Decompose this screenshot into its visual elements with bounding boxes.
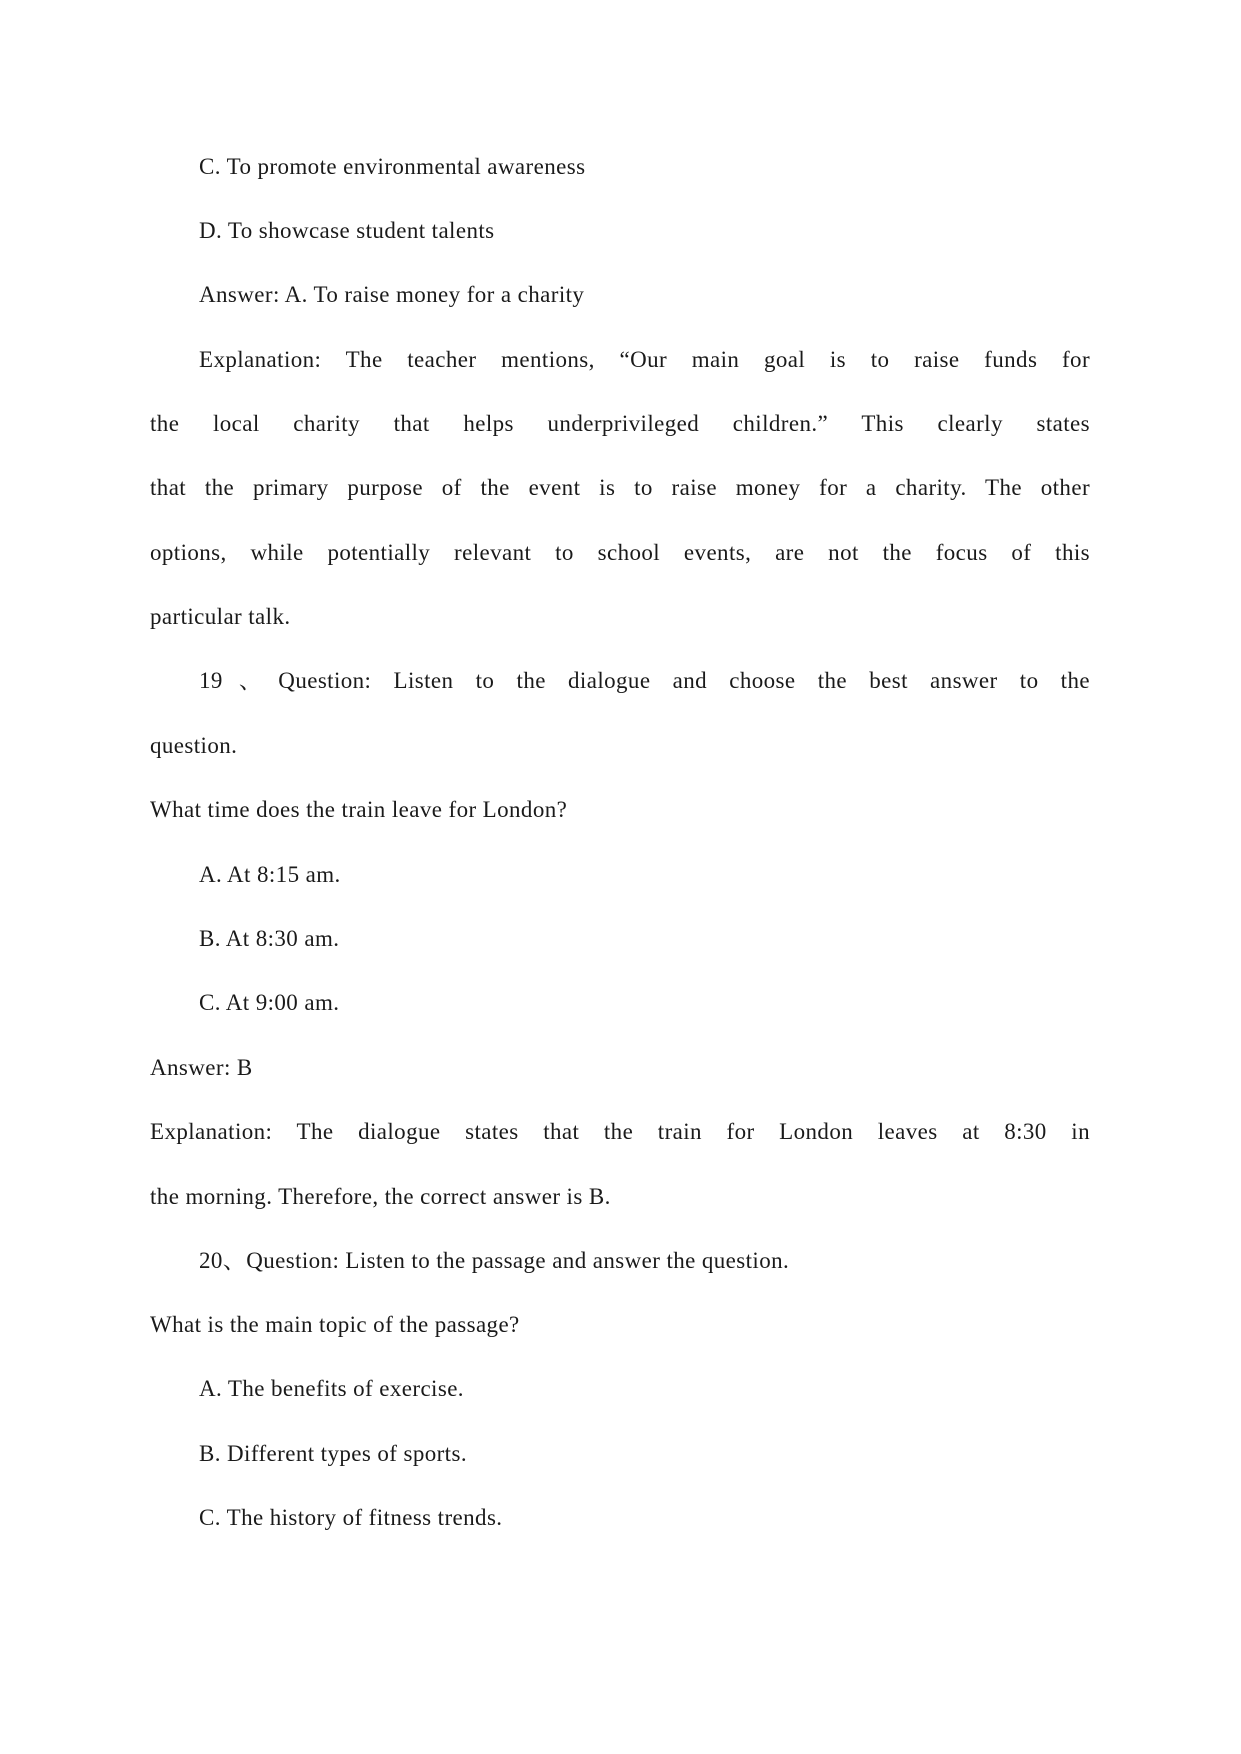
q19-question-line-2: question. — [150, 733, 238, 758]
q19-explanation-line-2: the morning. Therefore, the correct answer is B. — [150, 1184, 611, 1209]
q19-option-c: C. At 9:00 am. — [199, 990, 340, 1015]
q19-prompt: What time does the train leave for London? — [150, 797, 568, 822]
q18-explanation-line-3: that the primary purpose of the event is to raise money for a charity. The other — [150, 475, 1090, 500]
q18-explanation-line-4: options, while potentially relevant to school events, are not the focus of this — [150, 540, 1090, 565]
q20-prompt: What is the main topic of the passage? — [150, 1312, 520, 1337]
q20-option-c: C. The history of fitness trends. — [199, 1505, 503, 1530]
q18-explanation-line-1: Explanation: The teacher mentions, “Our main goal is to raise funds for — [199, 347, 1090, 372]
q18-option-c: C. To promote environmental awareness — [199, 154, 586, 179]
q19-explanation-line-1: Explanation: The dialogue states that the train for London leaves at 8:30 in — [150, 1119, 1090, 1144]
q20-option-b: B. Different types of sports. — [199, 1441, 467, 1466]
q18-explanation-line-2: the local charity that helps underprivileged children.” This clearly states — [150, 411, 1090, 436]
q18-explanation-line-5: particular talk. — [150, 604, 291, 629]
q20-option-a: A. The benefits of exercise. — [199, 1376, 464, 1401]
q19-option-b: B. At 8:30 am. — [199, 926, 340, 951]
q18-option-d: D. To showcase student talents — [199, 218, 495, 243]
q19-question-line-1: 19、Question: Listen to the dialogue and choose the best answer to the — [199, 668, 1090, 693]
q20-question: 20、Question: Listen to the passage and answer the question. — [199, 1248, 790, 1273]
q18-answer: Answer: A. To raise money for a charity — [199, 282, 585, 307]
q19-answer: Answer: B — [150, 1055, 253, 1080]
q19-option-a: A. At 8:15 am. — [199, 862, 341, 887]
